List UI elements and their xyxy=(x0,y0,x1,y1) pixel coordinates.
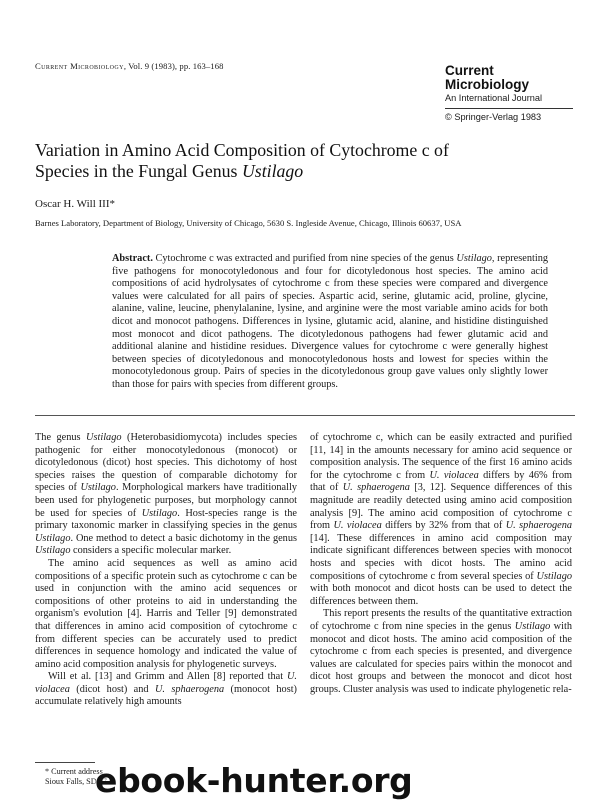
body-paragraph: Will et al. [13] and Grimm and Allen [8] reported that U. violacea (dicot host) and U. sphaerogena (monocot host) accumulate relatively high amounts xyxy=(35,671,297,708)
running-citation: , Vol. 9 (1983), pp. 163–168 xyxy=(123,61,224,71)
abstract xyxy=(112,253,548,392)
body-paragraph: of cytochrome c, which can be easily extracted and purified [11, 14] in the amounts necessary for amino acid sequence or composition analysis. The sequence of the first 16 amino acids for the cytochrome c from U. violacea differs by 46% from that of U. sphaerogena [3, 12]. Sequence differences of this magnitude are readily detected using amino acid composition analysis [9]. The amino acid composition of cytochrome c from U. violacea differs by 32% from that of U. sphaerogena [14]. These differences in amino acid composition may indicate significant differences between species with monocot hosts and species with dicot hosts. The amino acid compositions of cytochrome c from several species of Ustilago with both monocot and dicot hosts can be used to detect the differences between them. xyxy=(310,432,572,607)
journal-subtitle: An International Journal xyxy=(445,93,543,103)
journal-block xyxy=(445,64,575,122)
footnote-line1: * Current address xyxy=(45,767,103,776)
body-column-left xyxy=(35,432,297,767)
article-title-genus: Ustilago xyxy=(241,161,304,181)
genus-italic: U. violacea xyxy=(35,671,297,695)
genus-italic: Ustilago xyxy=(86,432,122,443)
body-paragraph: The genus Ustilago (Heterobasidiomycota) includes species pathogenic for either monocotyledonous (monocot) or dicotyledonous (dicot) host species. This dichotomy of host species raises the question of comparable dichotomy for species of Ustilago. Morphological markers have traditionally been used for phylogenetic purposes, but morphology cannot be used for species of Ustilago. Host-species range is the primary taxonomic marker in classifying species in the genus Ustilago. One method to detect a basic dichotomy in the genus Ustilago considers a specific molecular marker. xyxy=(35,432,297,557)
article-title-line2 xyxy=(35,161,575,182)
footnote-line2: Sioux Falls, SD 57 xyxy=(45,777,107,786)
genus-italic: U. violacea xyxy=(333,520,382,532)
footnote-rule xyxy=(35,762,95,763)
genus-italic: Ustilago xyxy=(35,545,71,557)
running-header xyxy=(35,61,224,71)
author-name: Oscar H. Will III* xyxy=(35,198,115,210)
genus-italic: U. sphaerogena xyxy=(505,520,572,532)
genus-italic: U. sphaerogena xyxy=(342,482,410,494)
genus-italic: Ustilago xyxy=(35,532,71,544)
article-title-line1: Variation in Amino Acid Composition of Cytochrome c of xyxy=(35,140,449,160)
genus-italic: Ustilago xyxy=(514,620,551,632)
body-paragraph: The amino acid sequences as well as amino acid compositions of a specific protein such as cytochrome c can be used in conjunction with the amino acid sequences or compositions of other proteins to aid in understanding the organism's evolution [4]. Harris and Teller [9] demonstrated that differences in amino acid composition of cytochrome c from different species can be accurately used to predict differences in sequence homology and indicated the value of amino acid composition analysis for phylogenetic surveys. xyxy=(35,557,297,670)
abstract-genus: Ustilago, xyxy=(456,253,495,264)
abstract-text-2: representing five pathogens for monocotyledonous and four for dicotyledonous host species. The amino acid compositions of acid hydrolysates of cytochrome c from these species were compared and divergence values were calculated for all pairs of species. Aspartic acid, serine, glutamic acid, proline, glycine, alanine, valine, leucine, phenylalanine, lysine, and arginine were the most variable amino acids for both dicot and monocot pathogens. Differences in lysine, glutamic acid, alanine, and histidine distinguished most monocot and dicot pathogens. The dicotyledonous pathogens had fewer glutamic acid and additional alanine and histidine residues. Divergence values for cytochrome c were generally highest between species of dicotyledonous and monocotyledonous hosts and lowest for species within the monocotyledonous group. Pairs of species in the dicotyledonous group gave values only slightly lower than those for pairs with species from different groups. xyxy=(112,253,548,390)
body-paragraph: This report presents the results of the quantitative extraction of cytochrome c from nine species in the genus Ustilago with monocot and dicot hosts. The amino acid composition of the cytochrome c from each species is presented, and divergence values are calculated for species pairs within the monocot and dicot host groups and between the monocot and dicot host groups. Cluster analysis was used to indicate phylogenetic rela- xyxy=(310,608,572,695)
genus-italic: Ustilago xyxy=(536,570,572,582)
journal-title-line2: Microbiology xyxy=(445,77,529,92)
journal-divider xyxy=(445,108,573,109)
genus-italic: Ustilago xyxy=(141,507,178,519)
journal-copyright: © Springer-Verlag 1983 xyxy=(445,112,542,122)
section-divider xyxy=(35,415,575,416)
genus-italic: Ustilago xyxy=(80,482,116,494)
watermark-text: ebook-hunter.org xyxy=(95,761,413,800)
abstract-label: Abstract. xyxy=(112,253,153,264)
body-column-right xyxy=(310,432,572,762)
journal-title-line1: Current xyxy=(445,63,494,78)
genus-italic: U. sphaerogena xyxy=(154,683,225,695)
running-journal-name: Current Microbiology xyxy=(35,61,124,71)
author-affiliation: Barnes Laboratory, Department of Biology, University of Chicago, 5630 S. Ingleside Avenue, Chicago, Illinois 60637, USA xyxy=(35,218,462,228)
genus-italic: U. violacea xyxy=(429,469,479,481)
article-title xyxy=(35,140,575,182)
article-title-line2-text: Species in the Fungal Genus xyxy=(35,161,242,181)
abstract-text-1: Cytochrome c was extracted and purified from nine species of the genus xyxy=(152,253,457,264)
